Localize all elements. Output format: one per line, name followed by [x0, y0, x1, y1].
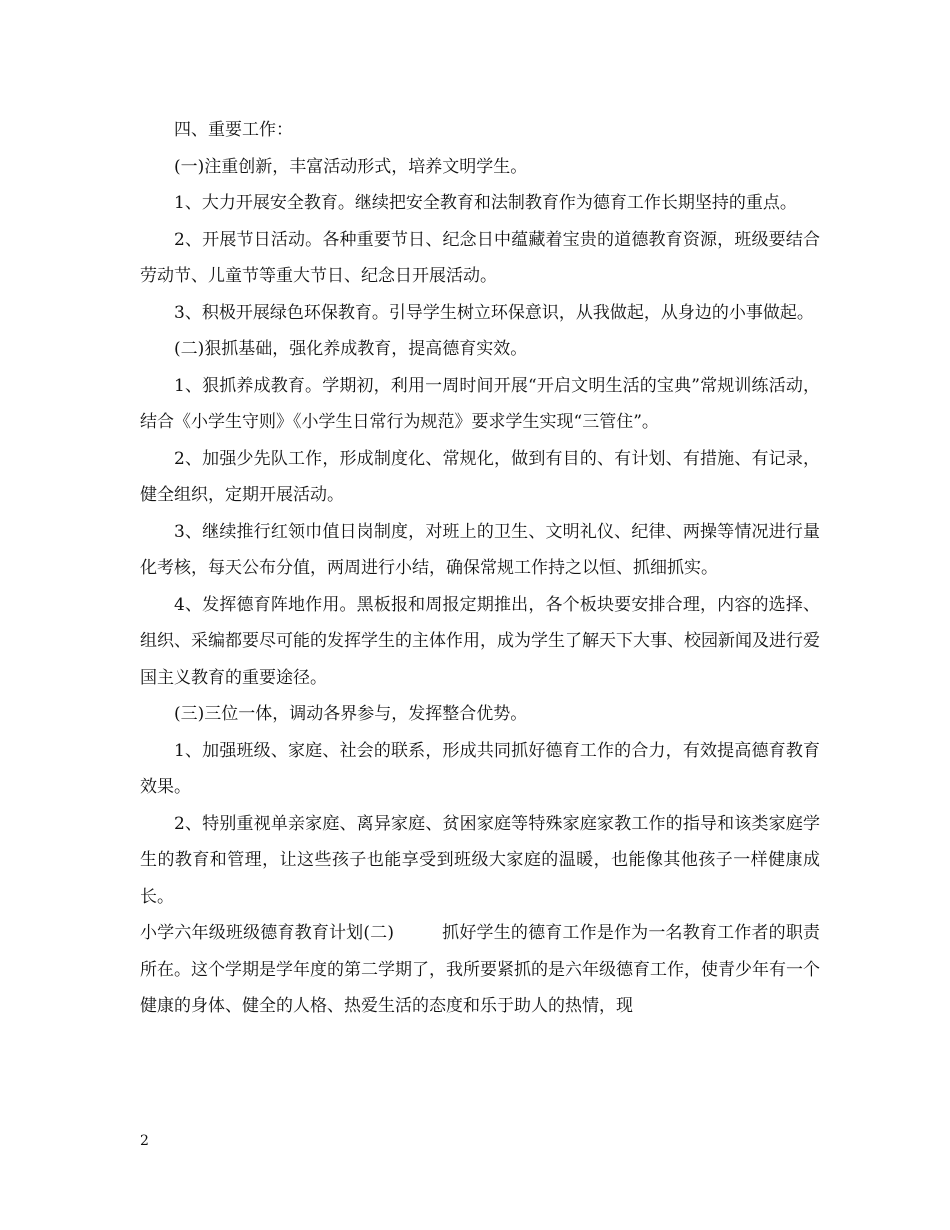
final-paragraph [140, 915, 820, 1025]
subsection-heading: (二)狠抓基础，强化养成教育，提高德育实效。 [174, 339, 528, 359]
subsection-heading: (三)三位一体，调动各界参与，发挥整合优势。 [174, 704, 528, 724]
body-paragraph: 1、大力开展安全教育。继续把安全教育和法制教育作为德育工作长期坚持的重点。 [174, 193, 797, 213]
body-paragraph: 1、加强班级、家庭、社会的联系，形成共同抓好德育工作的合力，有效提高德育教育效果。 [140, 740, 820, 797]
body-paragraph: 2、开展节日活动。各种重要节日、纪念日中蕴藏着宝贵的道德教育资源，班级要结合劳动节、儿童节等重大节日、纪念日开展活动。 [140, 229, 820, 286]
body-paragraph: 3、积极开展绿色环保教育。引导学生树立环保意识，从我做起，从身边的小事做起。 [174, 302, 814, 323]
page-number: 2 [140, 1133, 149, 1149]
body-paragraph: 2、加强少先队工作，形成制度化、常规化，做到有目的、有计划、有措施、有记录，健全组织，定期开展活动。 [140, 448, 820, 505]
section-heading: 四、重要工作： [174, 120, 293, 140]
body-paragraph: 2、特别重视单亲家庭、离异家庭、贫困家庭等特殊家庭家教工作的指导和该类家庭学生的教育和管理，让这些孩子也能享受到班级大家庭的温暖，也能像其他孩子一样健康成长。 [140, 813, 820, 907]
body-paragraph: 1、狠抓养成教育。学期初，利用一周时间开展“开启文明生活的宝典”常规训练活动，结合《小学生守则》《小学生日常行为规范》要求学生实现“三管住”。 [140, 375, 820, 432]
subsection-heading: (一)注重创新，丰富活动形式，培养文明学生。 [174, 156, 528, 177]
body-paragraph: 4、发挥德育阵地作用。黑板报和周报定期推出，各个板块要安排合理，内容的选择、组织、采编都要尽可能的发挥学生的主体作用，成为学生了解天下大事、校园新闻及进行爱国主义教育的重要途径。 [140, 594, 820, 688]
body-paragraph: 3、继续推行红领巾值日岗制度，对班上的卫生、文明礼仪、纪律、两操等情况进行量化考核，每天公布分值，两周进行小结，确保常规工作持之以恒、抓细抓实。 [140, 521, 820, 578]
plan-title: 小学六年级班级德育教育计划(二) [140, 923, 394, 943]
plan-intro-text: 抓好学生的德育工作是作为一名教育工作者的职责所在。这个学期是学年度的第二学期了，我所要紧抓的是六年级德育工作，使青少年有一个健康的身体、健全的人格、热爱生活的态度和乐于助人的热情，现 [140, 923, 821, 1016]
document-body [140, 112, 820, 1025]
